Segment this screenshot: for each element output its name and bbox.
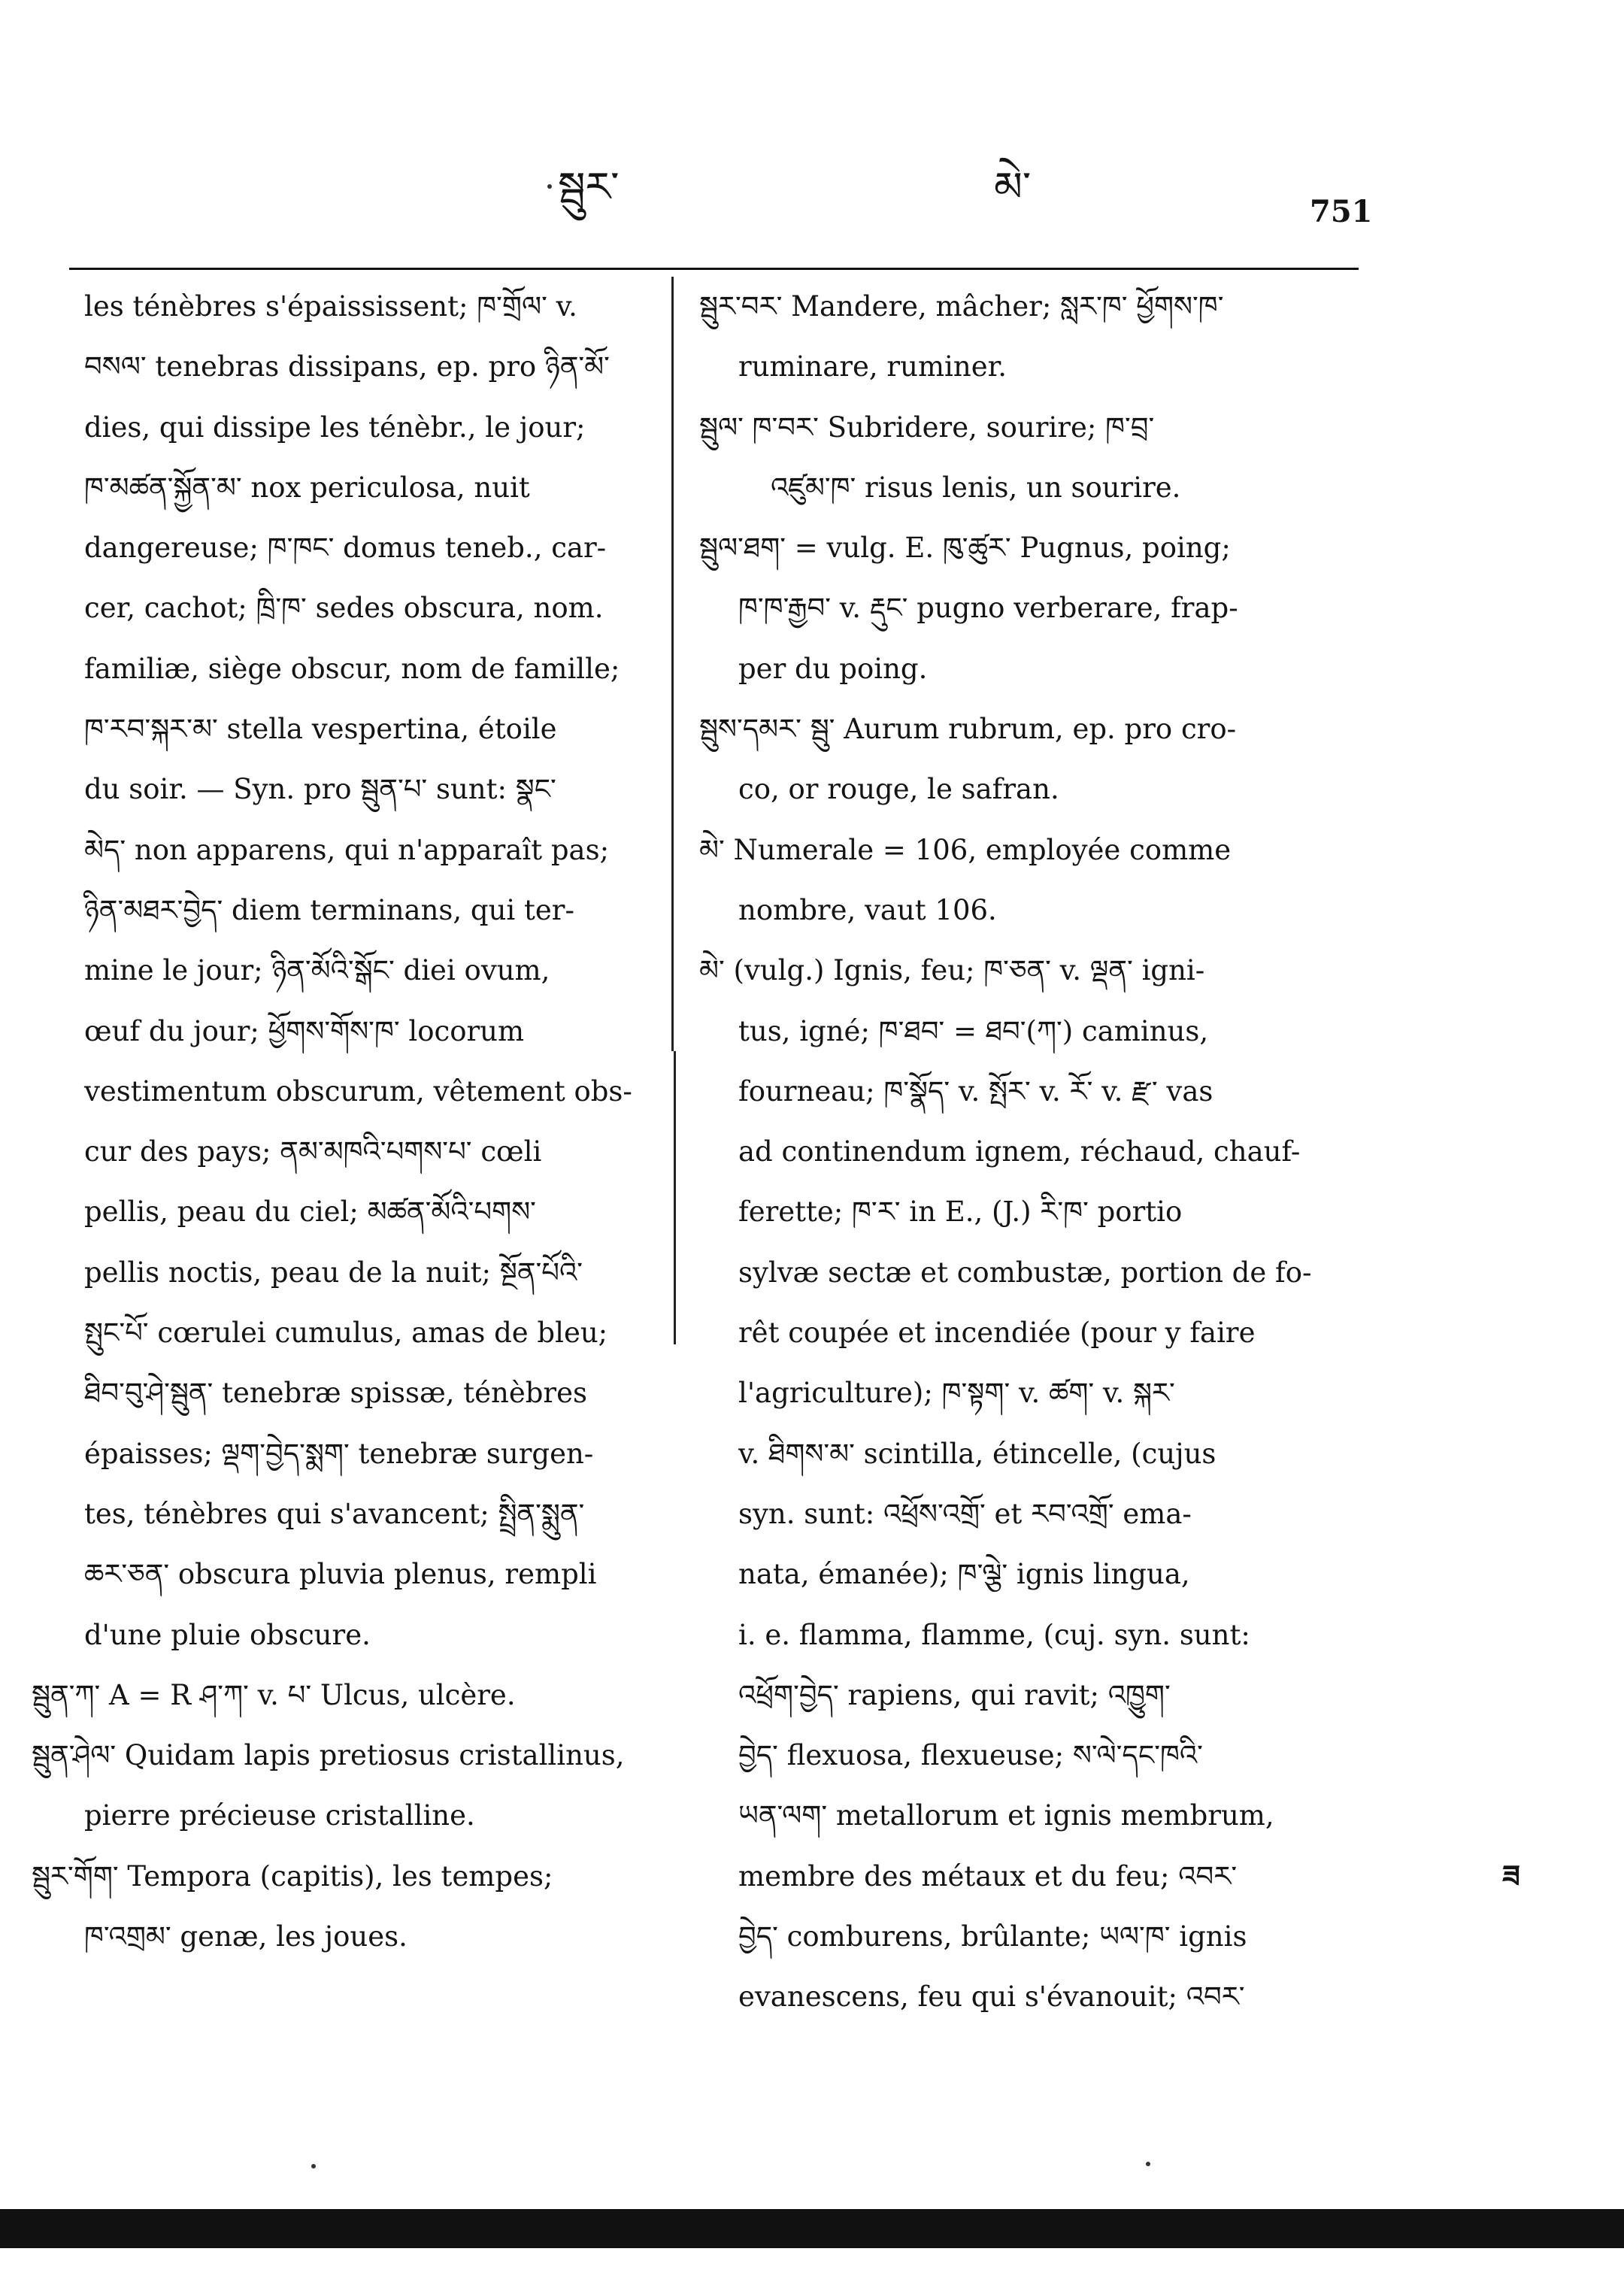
text-line: d'une pluie obscure.	[84, 1618, 371, 1651]
text-line: les ténèbres s'épaississent; ཁ་གྲོལ་ v.	[84, 290, 577, 323]
entry-headline: སྦུལ་ ཁ་བར་ Subridere, sourire; ཁ་བྲ་	[699, 411, 1155, 444]
text-line: dangereuse; ཁ་ཁང་ domus teneb., car-	[84, 532, 607, 565]
text-line: pellis, peau du ciel; མཚན་མོའི་པགས་	[84, 1196, 536, 1229]
text-line: nombre, vaut 106.	[738, 893, 997, 926]
text-line: ཆར་ཅན་ obscura pluvia plenus, rempli	[84, 1558, 597, 1591]
column-divider	[671, 277, 674, 1051]
text-line: ཁ་འགྲམ་ genæ, les joues.	[84, 1920, 408, 1953]
text-line: dies, qui dissipe les ténèbr., le jour;	[84, 411, 586, 444]
text-line: v. ཐིགས་མ་ scintilla, étincelle, (cujus	[738, 1437, 1216, 1470]
bottom-scan-edge	[0, 2209, 1624, 2248]
text-line: l'agriculture); ཁ་སྟག་ v. ཚག་ v. སྐར་	[738, 1377, 1175, 1410]
speck	[547, 184, 552, 189]
header-rule	[69, 268, 1359, 270]
entry-headline: སྦུར་བར་ Mandere, mâcher; སླར་ཁ་ ཕྱོགས་ཁ་	[699, 290, 1224, 323]
text-line: ཁ་ཁ་རྒྱབ་ v. རྡུང་ pugno verberare, frap-	[738, 592, 1238, 625]
text-line: ཉིན་མཐར་བྱེད་ diem terminans, qui ter-	[84, 893, 574, 926]
right-column	[699, 277, 1353, 2028]
text-line: བྱེད་ flexuosa, flexueuse; ས་ལེ་དང་ཁའི་	[738, 1739, 1203, 1772]
text-line: familiæ, siège obscur, nom de famille;	[84, 652, 620, 685]
speck	[311, 2164, 316, 2168]
text-line: épaisses; ལྡག་བྱེད་སྨག་ tenebræ surgen-	[84, 1437, 594, 1470]
left-column	[32, 277, 663, 1967]
entry-headline: སྦུས་དམར་ སྦུ་ Aurum rubrum, ep. pro cro-	[699, 713, 1237, 746]
page-number: 751	[1310, 194, 1373, 229]
text-line: འཛུམ་ཁ་ risus lenis, un sourire.	[771, 471, 1181, 504]
text-line: བྱེད་ comburens, brûlante; ཡལ་ཁ་ ignis	[738, 1920, 1247, 1953]
text-line: ཡན་ལག་ metallorum et ignis membrum,	[738, 1799, 1274, 1832]
text-line: du soir. — Syn. pro སྦུན་པ་ sunt: སྣང་	[84, 773, 556, 806]
text-line: mine le jour; ཉིན་མོའི་སྒོང་ diei ovum,	[84, 954, 550, 987]
entry-headline: སྦུན་ཤེལ་ Quidam lapis pretiosus cristallinus,	[32, 1739, 625, 1772]
text-line: pellis noctis, peau de la nuit; སྔོན་པོའི་	[84, 1256, 583, 1289]
text-line: per du poing.	[738, 652, 928, 685]
speck	[1146, 2162, 1150, 2166]
text-line: ཁ་མཚན་སྐྱོན་མ་ nox periculosa, nuit	[84, 471, 530, 504]
entry-headline: མེ་ (vulg.) Ignis, feu; ཁ་ཅན་ v. ལྡན་ igni-	[699, 954, 1205, 987]
text-line: ad continendum ignem, réchaud, chauf-	[738, 1135, 1301, 1168]
text-line: tes, ténèbres qui s'avancent; སྤྲིན་སྨུན་	[84, 1497, 585, 1530]
entry-headline: མེ་ Numerale = 106, employée comme	[699, 833, 1232, 866]
right-guide-word: མེ་	[994, 163, 1032, 211]
text-line: ruminare, ruminer.	[738, 350, 1007, 383]
text-line: ཁ་རབ་སྐར་མ་ stella vespertina, étoile	[84, 713, 557, 746]
text-line: ཐིབ་བུ་ཤེ་སྦུན་ tenebræ spissæ, ténèbres	[84, 1377, 588, 1410]
margin-mark: ཟ	[1502, 1859, 1520, 1894]
text-line: syn. sunt: འཕྲོས་འགྲོ་ et རབ་འགྲོ་ ema-	[738, 1497, 1192, 1530]
text-line: nata, émanée); ཁ་ལྕེ་ ignis lingua,	[738, 1558, 1190, 1591]
entry-headline: སྦུན་ཀ་ A = R ཤ་ཀ་ v. པ་ Ulcus, ulcère.	[32, 1678, 516, 1711]
entry-headline: སྦུལ་ཐག་ = vulg. E. ཁུ་ཚུར་ Pugnus, poing;	[699, 532, 1231, 565]
text-line: ferette; ཁ་ར་ in E., (J.) རི་ཁ་ portio	[738, 1196, 1183, 1229]
text-line: cer, cachot; ཁྲི་ཁ་ sedes obscura, nom.	[84, 592, 604, 625]
text-line: evanescens, feu qui s'évanouit; འབར་	[738, 1980, 1245, 2014]
text-line: œuf du jour; ཕྱོགས་གོས་ཁ་ locorum	[84, 1014, 525, 1047]
left-guide-word: སྦུར་	[558, 163, 620, 211]
text-line: འཕྲོག་བྱེད་ rapiens, qui ravit; འཁྱུག་	[738, 1678, 1171, 1711]
text-line: fourneau; ཁ་སྣོད་ v. སྤོར་ v. རོ་ v. རྫ་ vas	[738, 1074, 1213, 1108]
text-line: cur des pays; ནམ་མཁའི་པགས་པ་ cœli	[84, 1135, 542, 1168]
text-line: membre des métaux et du feu; འབར་	[738, 1859, 1238, 1893]
text-line: བསལ་ tenebras dissipans, ep. pro ཉིན་མོ་	[84, 350, 610, 383]
text-line: rêt coupée et incendiée (pour y faire	[738, 1317, 1256, 1350]
text-line: མེད་ non apparens, qui n'apparaît pas;	[84, 833, 610, 866]
text-line: co, or rouge, le safran.	[738, 773, 1059, 806]
text-line: pierre précieuse cristalline.	[84, 1799, 475, 1832]
text-line: sylvæ sectæ et combustæ, portion de fo-	[738, 1256, 1312, 1289]
text-line: སྤུང་པོ་ cœrulei cumulus, amas de bleu;	[84, 1317, 608, 1350]
column-divider-lower	[674, 1051, 676, 1344]
text-line: vestimentum obscurum, vêtement obs-	[84, 1074, 632, 1108]
entry-headline: སྦུར་གོག་ Tempora (capitis), les tempes;	[32, 1859, 553, 1893]
text-line: tus, igné; ཁ་ཐབ་ = ཐབ་(ཀ་) caminus,	[738, 1014, 1209, 1047]
text-line: i. e. flamma, flamme, (cuj. syn. sunt:	[738, 1618, 1250, 1651]
